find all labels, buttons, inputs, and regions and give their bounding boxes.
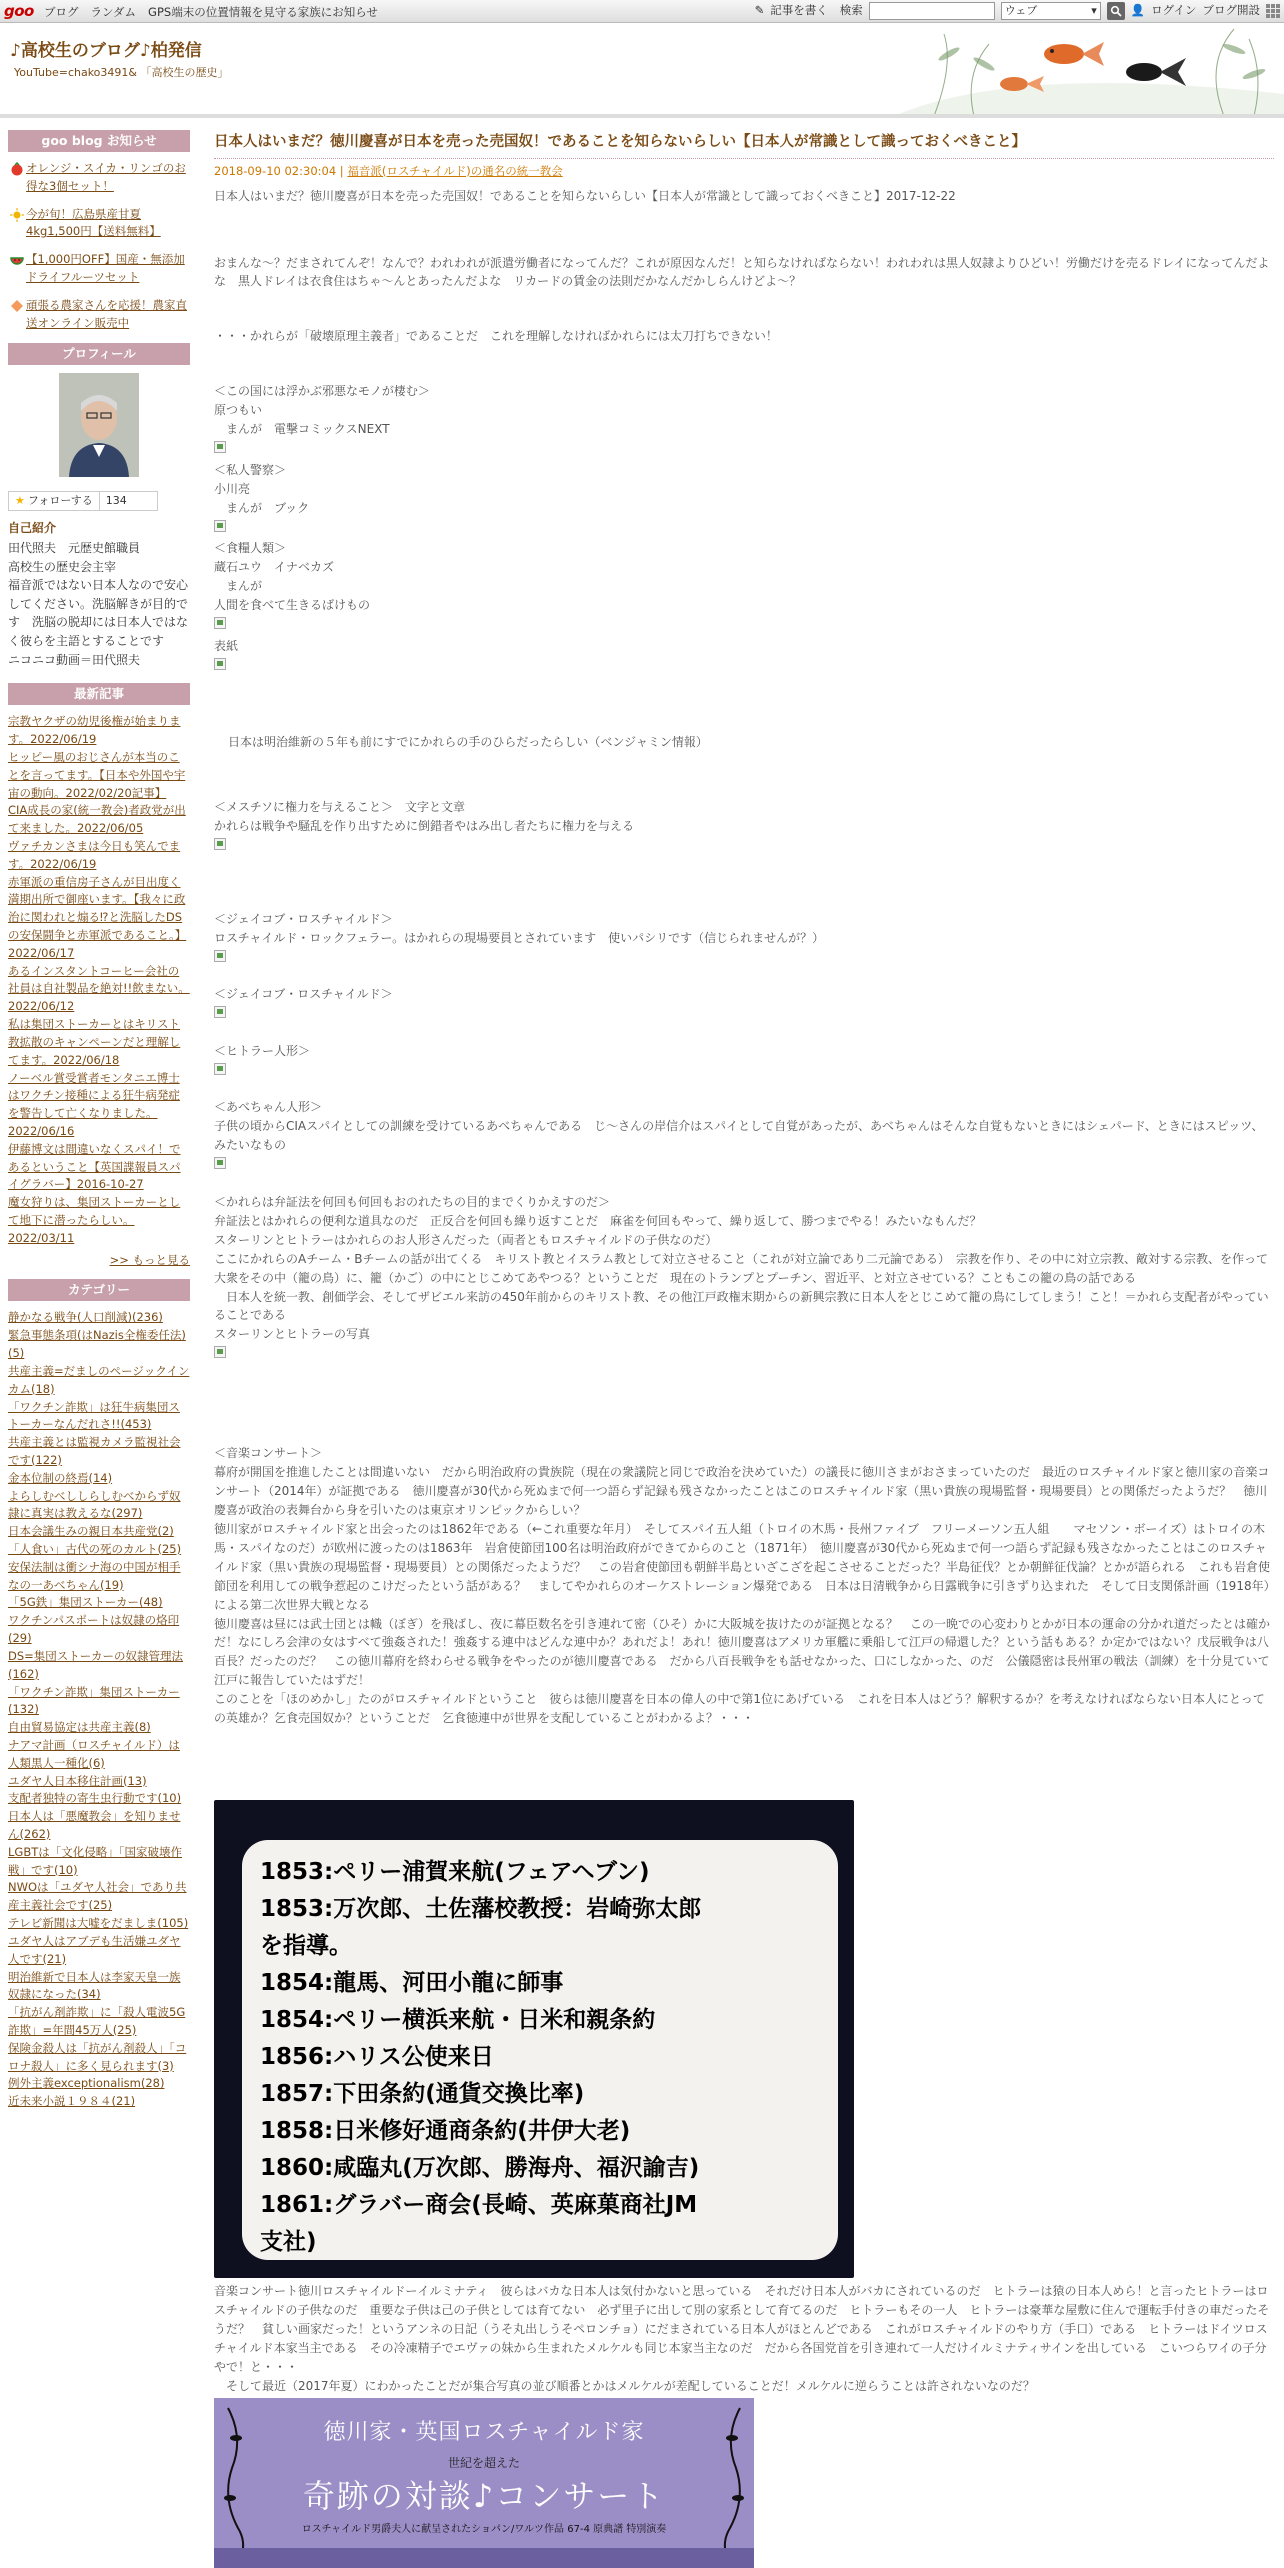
- top-nav: [44, 4, 378, 22]
- recent-list: [8, 713, 190, 1247]
- recent-link[interactable]: CIA成長の家(統一教会)者政党が出て来ました。2022/06/05: [8, 803, 186, 836]
- category-item[interactable]: [8, 1844, 190, 1880]
- category-link[interactable]: ユダヤ人はアブデも生活嫌ユダヤ人です(21): [8, 1933, 181, 1966]
- top-bar: [0, 0, 1284, 23]
- category-link[interactable]: 金本位制の終焉(14): [8, 1470, 113, 1485]
- category-list: [8, 1309, 190, 2111]
- broken-image-icon: [214, 838, 226, 850]
- poster-bottom-band: [214, 2548, 754, 2568]
- nav-gps-ad-link[interactable]: GPS端末の位置情報を見守る家族にお知らせ: [148, 5, 378, 19]
- timeline-line: 支社): [260, 2229, 317, 2255]
- category-item[interactable]: [8, 1488, 190, 1524]
- category-link[interactable]: DS=集団ストーカーの奴隷管理法(162): [8, 1648, 184, 1681]
- sun-icon: [10, 208, 24, 222]
- category-item[interactable]: [8, 1309, 190, 1327]
- news-list: [8, 160, 190, 333]
- chevron-down-icon: ▾: [1091, 4, 1097, 17]
- recent-link[interactable]: ヒッピー風のおじさんが本当のことを言ってます。【日本や外国や宇宙の動向。2022/02/20記事】: [8, 749, 186, 800]
- category-item[interactable]: [8, 1327, 190, 1363]
- news-item[interactable]: [8, 297, 190, 333]
- search-icon: [1110, 5, 1122, 17]
- timeline-line: 1854:龍馬、河田小龍に師事: [260, 1970, 564, 1996]
- category-item[interactable]: [8, 1879, 190, 1915]
- news-heading: goo blog お知らせ: [8, 130, 190, 152]
- timeline-line: 1854:ペリー横浜来航・日米和親条約: [260, 2007, 656, 2033]
- category-item[interactable]: [8, 2040, 190, 2076]
- post-meta: 2018-09-10 02:30:04 | 福音派(ロスチャイルド)の通名の統一教会: [214, 163, 563, 178]
- header-divider: [0, 114, 1284, 118]
- search-button[interactable]: [1107, 2, 1125, 20]
- recent-item[interactable]: [8, 838, 190, 874]
- category-link[interactable]: 近未来小説１９８４(21): [8, 2094, 136, 2109]
- category-link[interactable]: ユダヤ人日本移住計画(13): [8, 1773, 147, 1788]
- category-link[interactable]: 静かなる戦争(人口削減)(236): [8, 1310, 163, 1325]
- post-paragraph: 日本は明治維新の５年も前にすでにかれらの手のひらだったらしい（ベンジャミン情報）: [228, 735, 708, 750]
- category-item[interactable]: [8, 1808, 190, 1844]
- post-lead: 日本人はいまだ？徳川慶喜が日本を売った売国奴！であることを知らないらしい【日本人が常識として識っておくべきこと】2017-12-22: [214, 188, 956, 203]
- post-paragraph: ＜この国には浮かぶ邪悪なモノが棲む＞ 原つもい まんが 電撃コミックスNEXT: [214, 384, 430, 437]
- category-link[interactable]: 共産主義=だましのページックインカム(18): [8, 1363, 190, 1396]
- category-link[interactable]: 日本人は「悪魔教会」を知りません(262): [8, 1809, 181, 1841]
- recent-item[interactable]: [8, 1016, 190, 1069]
- recent-link[interactable]: 魔女狩りは、集団ストーカーとして地下に潜ったらしい。2022/03/11: [8, 1195, 181, 1245]
- search-scope-value: ウェブ: [1004, 4, 1038, 17]
- post-paragraph: おまんな～？だまされてんぞ！なんで？われわれが派遣労働者になってんだ？これが原因なんだ！と知らなければならない！われわれは黒人奴隷よりひどい！労働だけを売るドレイになってんだよな 黒人ドレイは衣食住はちゃ～んとあったんだよな リカードの賃金の法則だかなんだかしらんけどよ～？: [214, 255, 1270, 289]
- post-paragraph: ＜ジェイコブ・ロスチャイルド＞: [214, 987, 393, 1002]
- recent-item[interactable]: [8, 802, 190, 838]
- category-link[interactable]: 日本会議生みの親日本共産党(2): [8, 1524, 174, 1539]
- news-link[interactable]: 頑張る農家さんを応援！農家直送オンライン販売中: [26, 297, 187, 330]
- category-link[interactable]: 緊急事態条項(はNazis全権委任法)(5): [8, 1328, 186, 1361]
- category-link[interactable]: LGBTは「文化侵略」「国家破壊作戦」です(10): [8, 1844, 182, 1877]
- timeline-line: 1857:下田条約(通貨交換比率): [260, 2081, 585, 2107]
- profile-heading: プロフィール: [8, 343, 190, 365]
- user-icon: 👤: [1130, 3, 1146, 18]
- blog-subtitle: YouTube=chako3491& 「高校生の歴史」: [14, 66, 229, 79]
- concert-poster-image[interactable]: [214, 2398, 754, 2568]
- timeline-line: を指導。: [260, 1933, 352, 1959]
- grid-icon[interactable]: [1266, 4, 1280, 18]
- recent-item[interactable]: [8, 1141, 190, 1194]
- recent-item[interactable]: [8, 749, 190, 802]
- category-item[interactable]: [8, 1969, 190, 2005]
- broken-image-icon: [214, 441, 226, 453]
- broken-image-icon: [214, 520, 226, 532]
- recent-item[interactable]: [8, 963, 190, 1016]
- category-item[interactable]: [8, 1523, 190, 1541]
- category-item[interactable]: [8, 1470, 190, 1488]
- follow-button[interactable]: [8, 491, 158, 511]
- broken-image-icon: [214, 1063, 226, 1075]
- more-link-text[interactable]: >> もっと見る: [109, 1252, 190, 1267]
- timeline-line: 1853:ペリー浦賀来航(フェアヘブン): [260, 1859, 650, 1885]
- diamond-icon: [10, 299, 24, 313]
- category-link[interactable]: 「5G鉄」集団ストーカー(48): [8, 1595, 163, 1610]
- category-link[interactable]: 例外主義exceptionalism(28): [8, 2076, 165, 2091]
- news-link[interactable]: 【1,000円OFF】国産・無添加ドライフルーツセット: [26, 252, 185, 285]
- category-item[interactable]: [8, 1648, 190, 1684]
- post-paragraph: ・・・かれらが「破壊原理主義者」であることだ これを理解しなければかれらには太刀打ちできない！: [214, 329, 778, 344]
- category-link[interactable]: テレビ新聞は大嘘をだましま(105): [8, 1916, 189, 1931]
- profile-avatar[interactable]: [59, 373, 139, 477]
- timeline-line: 1861:グラバー商会(長崎、英麻菓商社JM: [260, 2192, 698, 2218]
- search-label: 検索: [839, 3, 863, 18]
- news-item[interactable]: [8, 160, 190, 196]
- category-item[interactable]: [8, 1559, 190, 1595]
- category-item[interactable]: [8, 1915, 190, 1933]
- category-item[interactable]: [8, 1933, 190, 1969]
- timeline-line: 1856:ハリス公使来日: [260, 2044, 494, 2070]
- category-link[interactable]: 支配者独特の寄生虫行動です(10): [8, 1791, 182, 1806]
- news-item[interactable]: [8, 206, 190, 242]
- post-paragraph: ＜私人警察＞ 小川亮 まんが ブック: [214, 462, 310, 515]
- post-paragraph: 音楽コンサート徳川ロスチャイルドーイルミナティ 彼らはバカな日本人は気付かないと思っている それだけ日本人がバカにされているのだ ヒトラーは猿の日本人めら！と言ったヒトラーはロスチャイルドの子供なのだ 重要な子供は己の子供としては育てない 必ず里子に出して別の家系として育てるのだ ヒトラーもその一人 ヒトラーは豪華な屋敷に住んで運転手付きの車だったそうだ？ 貧しい画家だった！というアンネの日記（うそ丸出しうそペロンチョ）にだまされている日本人がほとんどである これがロスチャイルドのやり方（手口）である ヒトラーはドイツロスチャイルド本家当主である その冷凍精子でエヴァの妹から生まれたメルケルも同じ本家当主なのだ だから各国党首を引き連れて一人だけイルミナティサインを出している こいつらワイの子分やで！と・・・ そして最近（2017年夏）にわかったことだが集合写真の並び順番とかはメルケルが差配していることだ！メルケルに逆らうことは許されないなのだ？: [214, 2284, 1270, 2393]
- news-item[interactable]: [8, 251, 190, 287]
- category-link[interactable]: NWOは「ユダヤ人社会」であり共産主義社会です(25): [8, 1880, 187, 1913]
- search-scope-select[interactable]: [1001, 2, 1101, 20]
- recent-link[interactable]: 宗教ヤクザの幼児後権が始まります。2022/06/19: [8, 714, 181, 747]
- news-link[interactable]: オレンジ・スイカ・リンゴのお得な3個セット！: [26, 161, 186, 193]
- post-paragraph: ＜音楽コンサート＞ 幕府が開国を推進したことは間違いない だから明治政府の貴族院（現在の衆議院と同じで政治を決めていた）の議長に徳川さまがおさまっていたのだ 最近のロスチャイルド家と徳川家の音楽コンサート（2014年）が証拠である 徳川慶喜が30代から死ぬまで何一つ語らず記録も残さなかったことはこのロスチャイルド家（黒い貴族の現場監督・現場要員）との関係だったようだ？ 徳川慶喜が政治の表舞台から身を引いたのは東京オリンピックからしい？ 徳川家がロスチャイルド家と出会ったのは1862年である（←これ重要な年月） そしてスパイ五人組（トロイの木馬・長州ファイブ フリーメーソン五人組 マセソン・ボーイズ）はトロイの木馬・スパイなのだ）が欧州に渡ったのは1863年 岩倉使節団100名は明治政府ができてからのこと（1871年） 徳川慶喜が30代から死ぬまで何一つ語らず記録も残さなかったことはこのロスチャイルド家（黒い貴族の現場監督・現場要員）との関係だったようだ？ この岩倉使節団も朝鮮半島といざこざを起こさせることだった？半島征伐？とか朝鮮征伐論？とかが語られる これも岩倉使節団を利用しての戦争惹起のこけだったという話がある？ ましてやかれらのオーケストレーション爆発である 日本は日清戦争から日露戦争に引きずり込まれた そして日支関係計画（1918年）による第二次世界大戦となる 徳川慶喜は昼には武士団とは幟（ぼぎ）を飛ばし、夜に幕臣数名を引き連れて密（ひそ）かに大阪城を抜けたのが証拠となる？ この一晩での心変わりとかが日本の運命の分かれ道だったとは確かだ！なにしろ会津の女はすべて強姦された！強姦する連中はどんな連中か？あれだよ！あれ！徳川慶喜はアメリカ軍艦に乗船して江戸の帰還した？という話もある？か定かではない？戊辰戦争は八百長？だったのだ？ この徳川幕府を終わらせる戦争をやったのが徳川慶喜である だから八百長戦争をも話せなかった、口にしなかった、のだ 公儀隠密は長州軍の戦法（訓練）を十分見ていて江戸に報告していたはずだ！ このことを「ほのめかし」たのがロスチャイルドということ 彼らは徳川慶喜を日本の偉人の中で第1位にあげている これを日本人はどう？解釈するか？を考えなければならない日本人にとっての英雄か？乞食売国奴か？ということだ 乞食徳連中が世界を支配していることがわかるよ？・・・: [214, 1445, 1271, 1726]
- category-item[interactable]: [8, 1399, 190, 1435]
- recent-heading: 最新記事: [8, 683, 190, 705]
- category-link[interactable]: ワクチンパスポートは奴隷の烙印(29): [8, 1613, 180, 1646]
- category-item[interactable]: [8, 1684, 190, 1720]
- category-item[interactable]: [8, 1612, 190, 1648]
- top-right-tools: [755, 2, 1280, 20]
- category-link[interactable]: 「人食い」古代の死のカルト(25): [8, 1542, 182, 1556]
- post-paragraph: ＜メスチソに権力を与えること＞ 文字と文章 かれらは戦争や騒乱を作り出すために倒錯者やはみ出し者たちに権力を与える: [214, 800, 635, 834]
- category-item[interactable]: [8, 1737, 190, 1773]
- recent-link[interactable]: ノーベル賞受賞者モンタニエ博士はワクチン接種による狂牛病発症を警告して亡くなりました。2022/06/16: [8, 1070, 180, 1138]
- recent-item[interactable]: [8, 874, 190, 963]
- category-item[interactable]: [8, 1790, 190, 1808]
- timeline-slide: [242, 1840, 838, 2260]
- category-item[interactable]: [8, 2004, 190, 2040]
- blog-title[interactable]: ♪高校生のブログ♪柏発信: [10, 41, 202, 61]
- recent-link[interactable]: 赤軍派の重信房子さんが目出度く満期出所で御座います。【我々に政治に関われと煽る⁉と洗脳したDSの安保闘争と赤軍派であること。】2022/06/17: [8, 874, 187, 960]
- category-link[interactable]: ナアマ計画（ロスチャイルド）は人類黒人一種化(6): [8, 1737, 180, 1770]
- main-article: [214, 132, 1274, 1728]
- recent-link[interactable]: ヴァチカンさまは今日も笑んでます。2022/06/19: [8, 838, 181, 871]
- poster-line-3: 奇跡の対談♪コンサート: [302, 2477, 666, 2515]
- category-item[interactable]: [8, 1434, 190, 1470]
- follow-label: フォローする: [27, 493, 93, 507]
- category-item[interactable]: [8, 1594, 190, 1612]
- timeline-line: 1860:咸臨丸(万次郎、勝海舟、福沢諭吉): [260, 2155, 700, 2181]
- broken-image-icon: [214, 658, 226, 670]
- recent-item[interactable]: [8, 713, 190, 749]
- broken-image-icon: [214, 1346, 226, 1358]
- post-category-link[interactable]: 福音派(ロスチャイルド)の通名の統一教会: [347, 163, 563, 178]
- category-link[interactable]: よらしむべししらしむべからず奴隷に真実は教えるな(297): [8, 1488, 181, 1521]
- recent-item[interactable]: [8, 1070, 190, 1141]
- history-timeline-photo[interactable]: [214, 1800, 854, 2278]
- recent-link[interactable]: 私は集団ストーカーとはキリスト教拡散のキャンペーンだと理解してます。2022/06/18: [8, 1017, 181, 1067]
- poster-line-4: ロスチャイルド男爵夫人に献呈されたショパン/ワルツ作品 67-4 原典譜 特別演奏: [301, 2524, 667, 2535]
- category-item[interactable]: [8, 1363, 190, 1399]
- category-item[interactable]: [8, 2075, 190, 2093]
- broken-image-icon: [214, 1006, 226, 1018]
- post-paragraph: ＜かれらは弁証法を何回も何回もおのれたちの目的までくりかえすのだ＞ 弁証法とはかれらの便利な道具なのだ 正反合を何回も繰り返すことだ 麻雀を何回もやって、繰り返して、勝つまでやる！みたいなもんだ？ スターリンとヒトラーはかれらのお人形さんだった（両者ともロスチャイルドの子供なのだ） ここにかれらのAチーム・Bチームの話が出てくる キリスト教とイスラム教として対立させること（これが対立論であり二元論である） 宗教を作り、その中に対立宗教、敵対する宗教、を作って大衆をその中（籠の鳥）に、籠（かご）の中にとじこめてあやつる？ということだ 現在のトランプとプーチン、習近平、と対立させている？こともこの籠の鳥の話である 日本人を統一教、創価学会、そしてザビエル来訪の450年前からのキリスト教、その他江戸政権末期からの新興宗教に日本人をとじこめて籠の鳥にしてしまう！こと！＝かれら支配者がやっていることである スターリンとヒトラーの写真: [214, 1194, 1269, 1342]
- timeline-line: 1853:万次郎、土佐藩校教授：岩崎弥太郎: [260, 1896, 702, 1922]
- star-icon: ★: [15, 493, 25, 507]
- timeline-line: 1858:日米修好通商条約(井伊大老): [260, 2118, 631, 2144]
- goldfish-icon: [1044, 42, 1104, 66]
- category-link[interactable]: 自由貿易協定は共産主義(8): [8, 1720, 151, 1735]
- category-item[interactable]: [8, 1719, 190, 1737]
- recent-link[interactable]: 伊藤博文は間違いなくスパイ！であるということ【英国諜報員スパイグラバー】2016-10-27: [8, 1141, 181, 1192]
- more-articles-link[interactable]: [8, 1252, 190, 1270]
- news-link[interactable]: 今が旬！広島県産甘夏4kg1,500円【送料無料】: [26, 206, 161, 239]
- post-paragraph: ＜ジェイコブ・ロスチャイルド＞ ロスチャイルド・ロックフェラー。はかれらの現場要員とされています 使いパシリです（信じられませんが？）: [214, 911, 825, 945]
- category-link[interactable]: 共産主義とは監視カメラ監視社会です(122): [8, 1435, 181, 1467]
- category-link[interactable]: 「ワクチン詐欺」集団ストーカー(132): [8, 1684, 180, 1717]
- category-item[interactable]: [8, 1773, 190, 1791]
- post-paragraph: ＜あべちゃん人形＞ 子供の頃からCIAスパイとしての訓練を受けているあべちゃんである じ～さんの岸信介はスパイとして自覚があったが、あべちゃんはそんな自覚もないときにはシェパード、ときにはスピッツ、みたいなもの: [214, 1100, 1264, 1153]
- goldfish-header-image: [894, 24, 1284, 116]
- category-link[interactable]: 保険金殺人は「抗がん剤殺人」「コロナ殺人」に多く見られます(3): [8, 2040, 187, 2073]
- follow-count: 134: [105, 493, 127, 507]
- broken-image-icon: [214, 617, 226, 629]
- post-date: 2018-09-10 02:30:04: [214, 163, 337, 178]
- write-article-link[interactable]: 記事を書く: [770, 3, 828, 18]
- poster-line-2: 世紀を超えた: [447, 2456, 520, 2470]
- pencil-icon: ✎: [754, 3, 765, 18]
- broken-image-icon: [214, 1157, 226, 1169]
- goo-logo[interactable]: goo: [4, 2, 34, 20]
- post-title[interactable]: 日本人はいまだ？徳川慶喜が日本を売った売国奴！であることを知らないらしい【日本人が常識として識っておくべきこと】: [214, 132, 1274, 159]
- tomato-icon: [10, 162, 24, 176]
- sidebar: [8, 130, 190, 2111]
- poster-line-1: 徳川家・英国ロスチャイルド家: [323, 2420, 645, 2445]
- post-paragraph: 表紙: [214, 638, 239, 653]
- broken-image-icon: [214, 950, 226, 962]
- category-link[interactable]: 「ワクチン詐欺」は狂牛病集団ストーカーなんだれさ!!(453): [8, 1399, 180, 1432]
- category-link[interactable]: 明治維新で日本人は李家天皇一族奴隷になった(34): [8, 1969, 181, 2002]
- watermelon-icon: [10, 253, 24, 267]
- category-link[interactable]: 安保法制は衝シナ海の中国が相手なの一あべちゃん(19): [8, 1559, 181, 1592]
- post-paragraph: ＜ヒトラー人形＞: [214, 1043, 311, 1058]
- intro-text: 田代照夫 元歴史館職員 高校生の歴史会主宰 福音派ではない日本人なので安心してください。洗脳解きが目的です 洗脳の脱却には日本人ではなく彼らを主語とすることです ニコニコ動画＝田代照夫: [8, 541, 189, 667]
- category-item[interactable]: [8, 2093, 190, 2111]
- recent-link[interactable]: あるインスタントコーヒー会社の社員は自社製品を絶対!!飲まない。2022/06/12: [8, 963, 190, 1014]
- search-input[interactable]: [869, 2, 995, 20]
- category-item[interactable]: [8, 1541, 190, 1559]
- category-heading: カテゴリー: [8, 1279, 190, 1301]
- recent-item[interactable]: [8, 1194, 190, 1247]
- category-link[interactable]: 「抗がん剤詐欺」に「殺人電波5G詐欺」=年間45万人(25): [8, 2005, 186, 2037]
- intro-heading: 自己紹介: [8, 520, 57, 535]
- post-paragraph: ＜食糧人類＞ 蔵石ユウ イナベカズ まんが 人間を食べて生きるばけもの: [214, 541, 371, 613]
- login-link[interactable]: ログイン: [1151, 3, 1197, 18]
- open-blog-link[interactable]: ブログ開設: [1202, 3, 1260, 18]
- nav-blog-link[interactable]: ブログ: [44, 5, 79, 19]
- blog-header: [0, 24, 1284, 116]
- nav-random-link[interactable]: ランダム: [90, 5, 137, 19]
